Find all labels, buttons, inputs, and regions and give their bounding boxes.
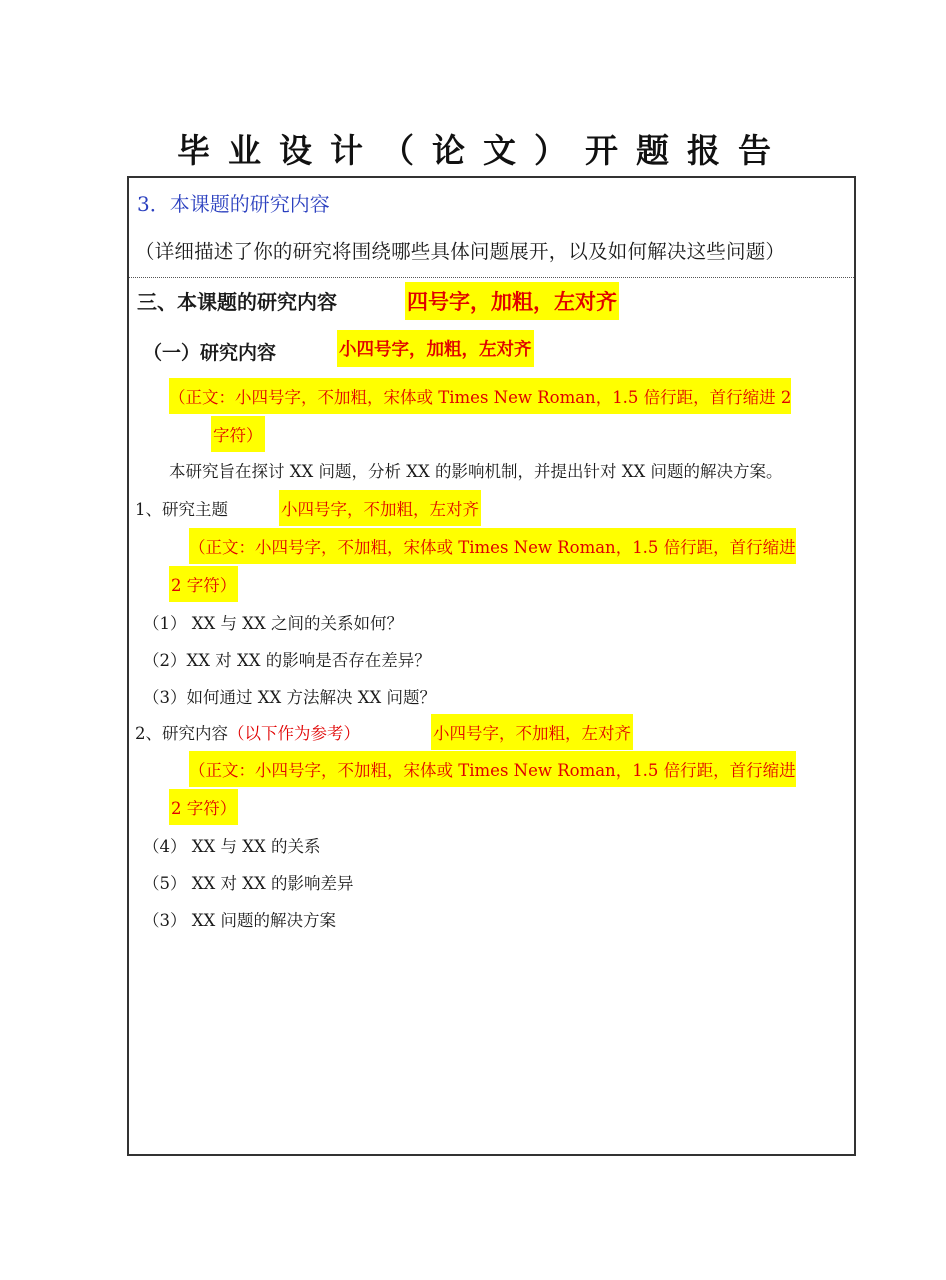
format-note-item2: 小四号字，不加粗，左对齐 [431,714,633,750]
format-note-body-b-line1: （正文：小四号字，不加粗，宋体或 Times New Roman，1.5 倍行距，首行缩进 [189,528,796,564]
format-note-body-c-line1: （正文：小四号字，不加粗，宋体或 Times New Roman，1.5 倍行距，首行缩进 [189,751,796,787]
body-paragraph: 本研究旨在探讨 XX 问题，分析 XX 的影响机制，并提出针对 XX 问题的解决方案。 [169,462,783,481]
format-note-body-line1: （正文：小四号字，不加粗，宋体或 Times New Roman，1.5 倍行距，首行缩进 2 [169,378,791,414]
list-item: （1） XX 与 XX 之间的关系如何？ [143,614,403,633]
list-item: （4） XX 与 XX 的关系 [143,837,321,856]
sub-heading: （一）研究内容 [143,342,277,364]
format-note-chapter: 四号字，加粗，左对齐 [405,282,619,320]
format-note-body-line2: 字符） [211,416,265,452]
item1-heading: 1、研究主题 [135,500,228,519]
format-note-subheading: 小四号字，加粗，左对齐 [337,330,534,367]
list-item: （3）如何通过 XX 方法解决 XX 问题？ [143,688,436,707]
chapter-heading: 三、本课题的研究内容 [137,290,337,314]
list-item: （3） XX 问题的解决方案 [143,911,336,930]
item2-heading-text: 2、研究内容 [135,724,228,743]
list-item: （5） XX 对 XX 的影响差异 [143,874,354,893]
list-item: （2）XX 对 XX 的影响是否存在差异？ [143,651,431,670]
format-note-item1: 小四号字，不加粗，左对齐 [279,490,481,526]
section-description: （详细描述了你的研究将围绕哪些具体问题展开，以及如何解决这些问题） [135,240,786,263]
section-heading: 3．本课题的研究内容 [137,192,330,216]
page-title: 毕业设计（论文）开题报告 [177,131,789,170]
report-table [127,176,856,1156]
format-note-body-b-line2: 2 字符） [169,566,238,602]
item2-reference-note: （以下作为参考） [228,724,360,743]
item2-heading [135,720,360,744]
dotted-divider [129,277,854,278]
format-note-body-c-line2: 2 字符） [169,789,238,825]
